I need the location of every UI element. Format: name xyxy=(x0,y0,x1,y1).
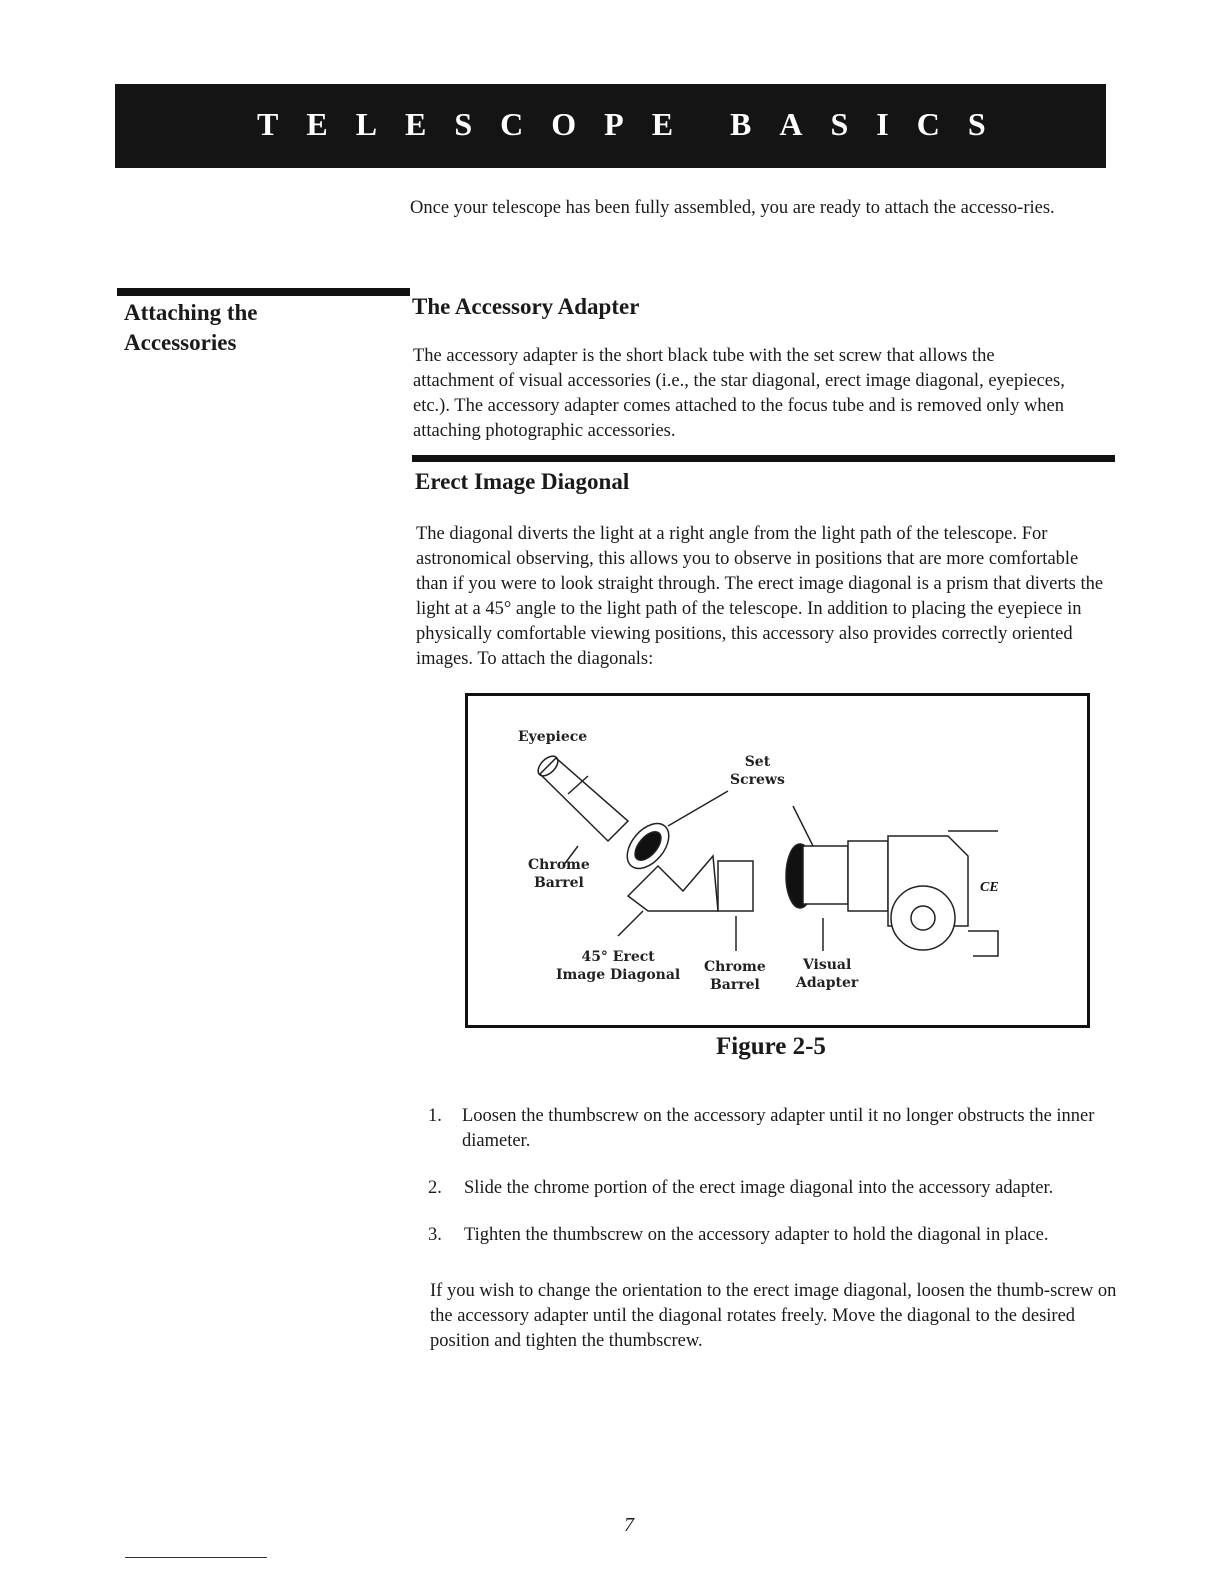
side-heading-line2: Accessories xyxy=(124,330,237,355)
section-title-accessory-adapter: The Accessory Adapter xyxy=(412,294,640,319)
section-rule xyxy=(412,455,1115,462)
banner-word-telescope: TELESCOPE xyxy=(257,106,702,142)
side-heading-rule xyxy=(117,288,410,296)
list-item: 1. Loosen the thumbscrew on the accessory adapter until it no longer obstructs the inner diameter. xyxy=(428,1106,1095,1151)
footer-rule xyxy=(125,1557,267,1558)
intro-text: Once your telescope has been fully assembled, you are ready to attach the accesso-ries. xyxy=(410,198,1055,218)
svg-text:CE: CE xyxy=(980,880,999,895)
label-chrome-barrel-eyepiece: Chrome Barrel xyxy=(528,857,590,891)
steps-list xyxy=(428,1104,1123,1248)
closing-paragraph: If you wish to change the orientation to the erect image diagonal, loosen the thumb-screw on the accessory adapter until the diagonal rotates freely. Move the diagonal to the desired position and tighten the thumbscrew. xyxy=(430,1281,1117,1351)
side-heading-line1: Attaching the xyxy=(124,300,258,325)
list-item: 3. Tighten the thumbscrew on the accessory adapter to hold the diagonal in place. xyxy=(428,1225,1049,1245)
figure-diagram xyxy=(465,693,1090,1028)
label-chrome-barrel-diagonal: Chrome Barrel xyxy=(704,959,766,993)
banner-word-basics: BASICS xyxy=(730,106,1014,142)
section-title-erect-diagonal: Erect Image Diagonal xyxy=(415,469,630,494)
eyepiece-drawing xyxy=(535,753,628,841)
diagonal-drawing xyxy=(619,816,753,911)
label-visual-adapter: Visual Adapter xyxy=(796,957,859,991)
label-set-screws: Set Screws xyxy=(730,754,785,788)
chapter-banner xyxy=(115,84,1106,168)
telescope-drawing xyxy=(786,831,998,956)
label-eyepiece: Eyepiece xyxy=(518,729,588,745)
figure-caption: Figure 2-5 xyxy=(716,1033,826,1060)
side-heading xyxy=(124,298,258,358)
section-body-accessory-adapter: The accessory adapter is the short black tube with the set screw that allows the attachment of visual accessories (i.e., the star diagonal, erect image diagonal, eyepieces, etc.). The accessory adapter comes attached to the focus tube and is removed only when attaching photographic accessories. xyxy=(413,346,1065,441)
section-body-erect-diagonal: The diagonal diverts the light at a right angle from the light path of the telescope. For astronomical observing, this allows you to observe in positions that are more comfortable than if you were to look straight through. The erect image diagonal is a prism that diverts the light at a 45° angle to the light path of the telescope. In addition to placing the eyepiece in physically comfortable viewing positions, this accessory also provides correctly oriented images. To attach the diagonals: xyxy=(416,524,1104,669)
page-number: 7 xyxy=(624,1514,634,1536)
list-item: 2. Slide the chrome portion of the erect image diagonal into the accessory adapter. xyxy=(428,1178,1054,1198)
label-45-erect-image-diagonal: 45° Erect Image Diagonal xyxy=(556,949,681,983)
